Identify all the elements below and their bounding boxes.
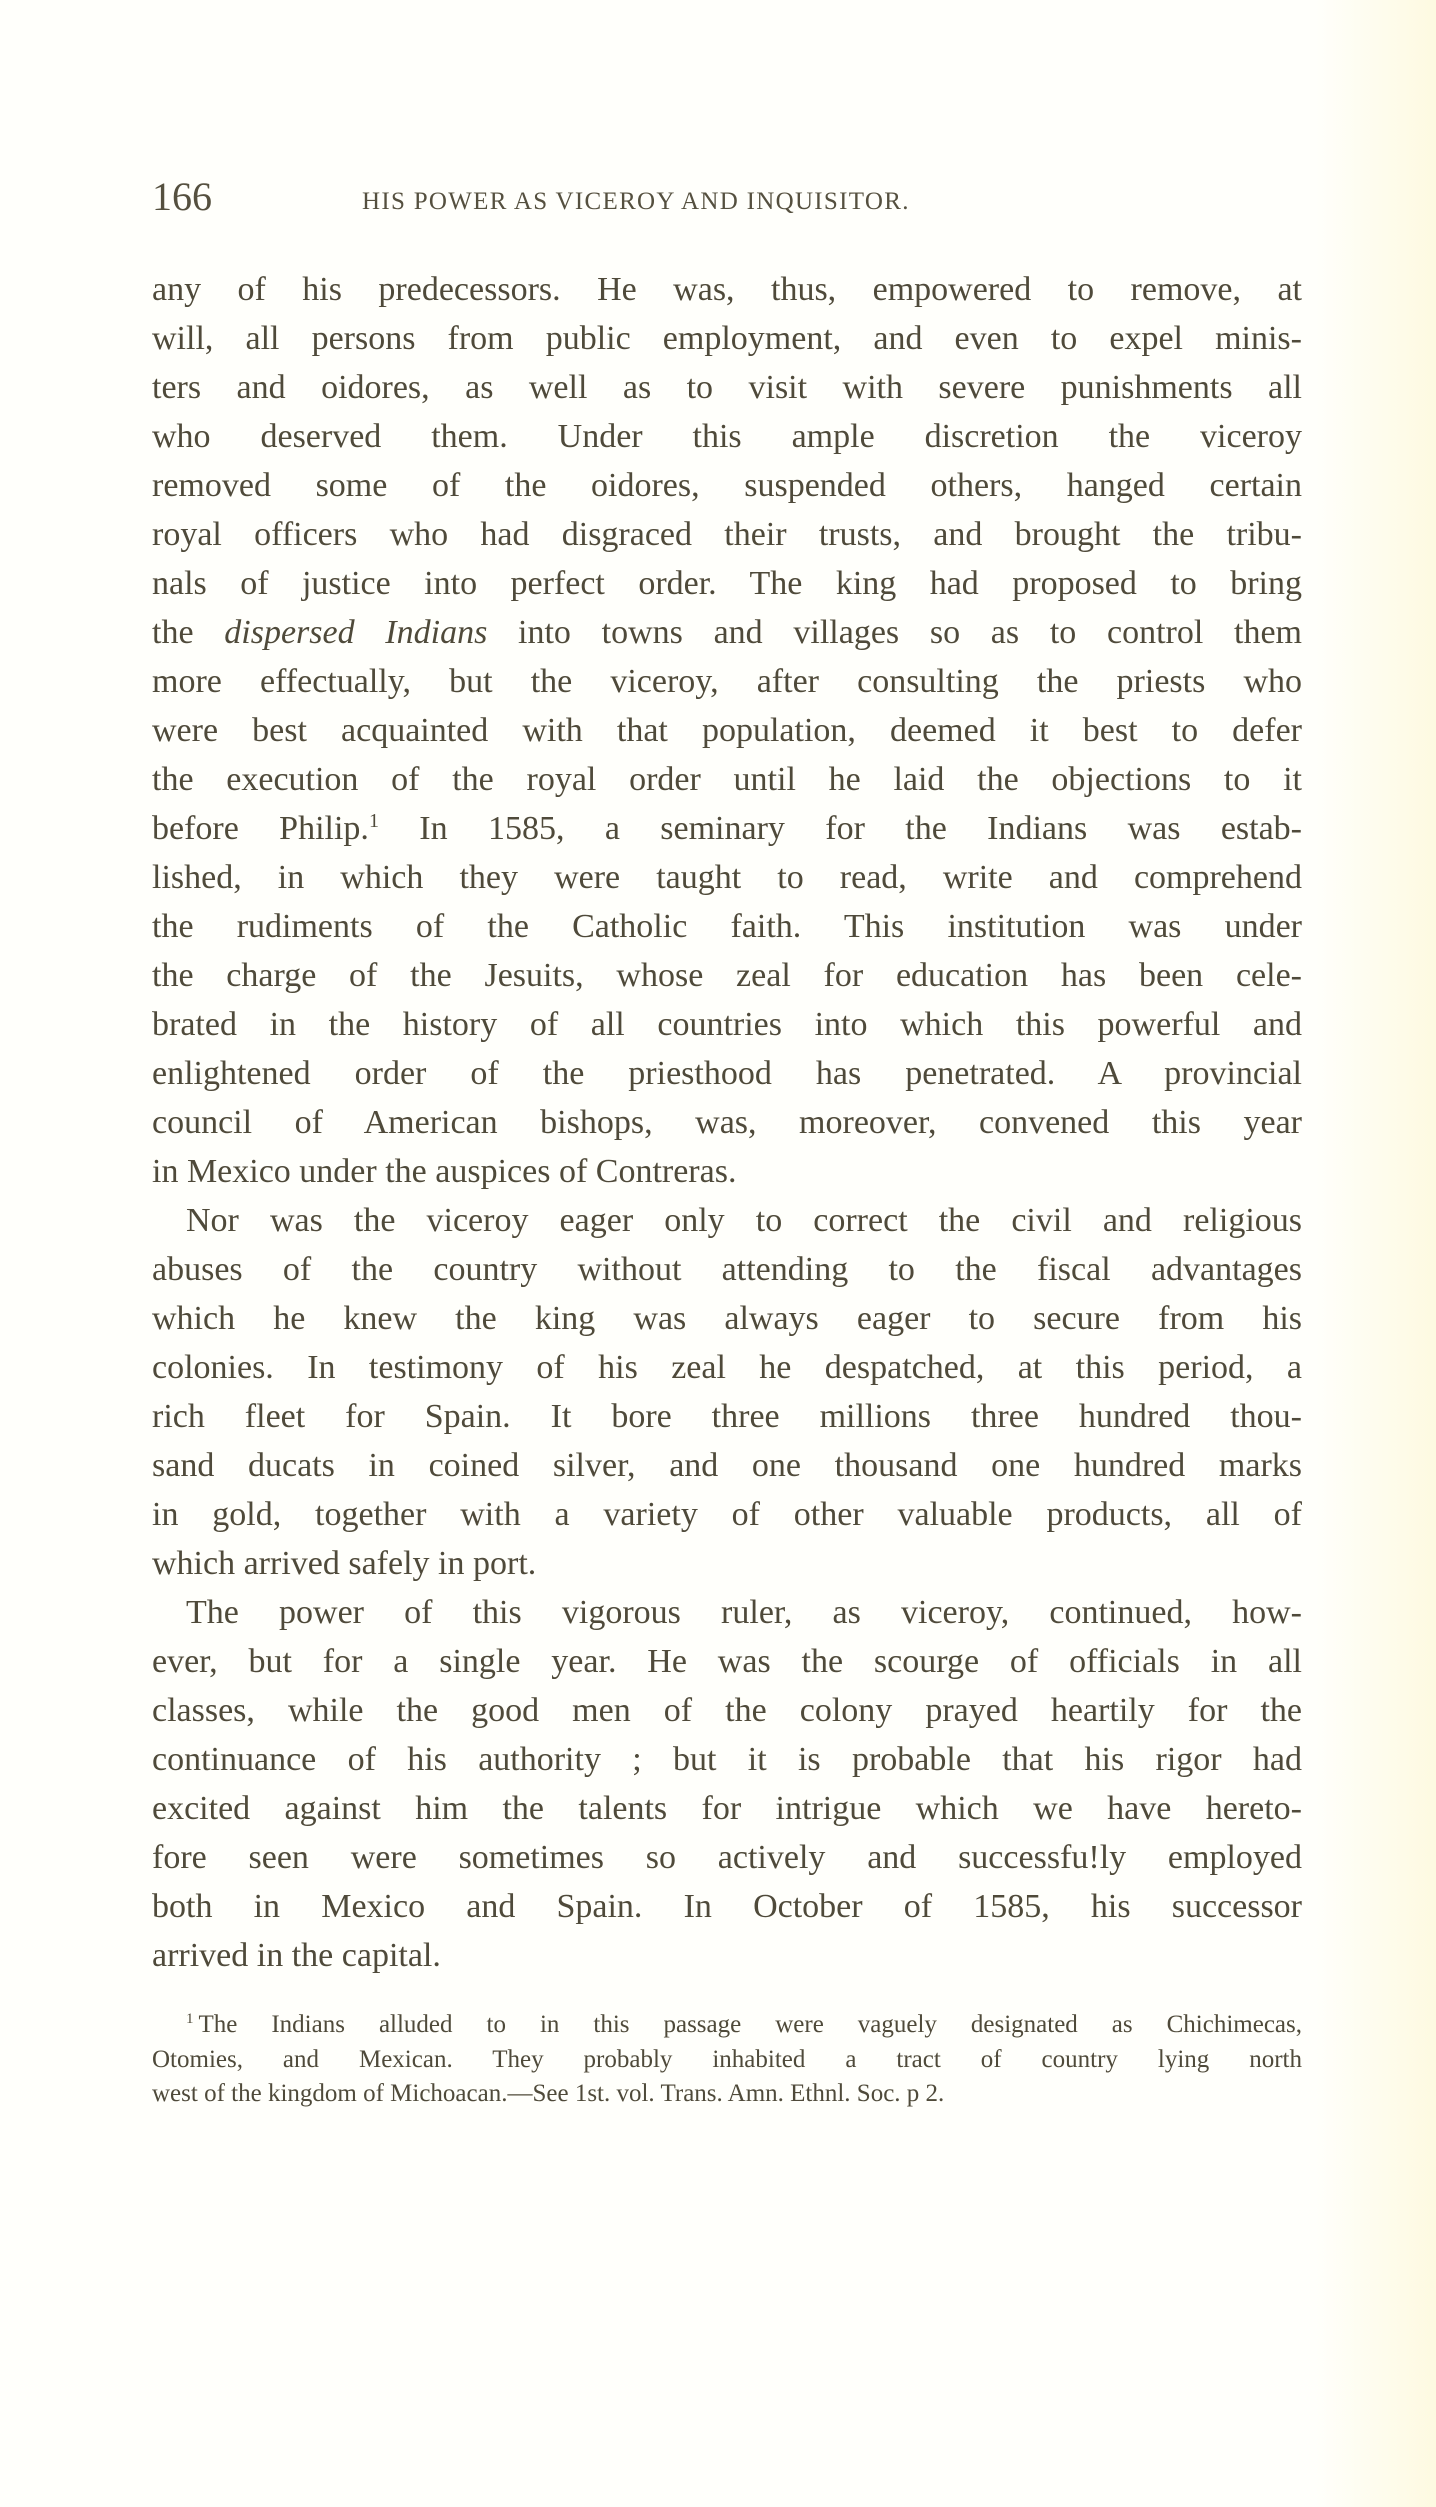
- text-line: lished, in which they were taught to read, write and comprehend: [152, 859, 1302, 896]
- text-line: who deserved them. Under this ample discretion the viceroy: [152, 418, 1302, 455]
- footnote-line: $^1$ The Indians alluded to in this passage were vaguely designated as Chichimecas,: [186, 2011, 1302, 2038]
- text-line: colonies. In testimony of his zeal he despatched, at this period, a: [152, 1349, 1302, 1386]
- footnote-block: [152, 2008, 1302, 2112]
- text-line: ever, but for a single year. He was the scourge of officials in all: [152, 1643, 1302, 1680]
- text-line: which arrived safely in port.: [152, 1545, 537, 1582]
- text-line: the dispersed Indians into towns and villages so as to control them: [152, 614, 1302, 651]
- text-line: in gold, together with a variety of other valuable products, all of: [152, 1496, 1302, 1533]
- text-line: excited against him the talents for intrigue which we have hereto-: [152, 1790, 1302, 1827]
- text-line: more effectually, but the viceroy, after consulting the priests who: [152, 663, 1302, 700]
- text-line: rich fleet for Spain. It bore three millions three hundred thou-: [152, 1398, 1302, 1435]
- text-line: any of his predecessors. He was, thus, empowered to remove, at: [152, 271, 1302, 308]
- text-line: abuses of the country without attending to the fiscal advantages: [152, 1251, 1302, 1288]
- text-line: classes, while the good men of the colony prayed heartily for the: [152, 1692, 1302, 1729]
- text-line: ters and oidores, as well as to visit with severe punishments all: [152, 369, 1302, 406]
- text-line: both in Mexico and Spain. In October of 1585, his successor: [152, 1888, 1302, 1925]
- footnote-reference[interactable]: 1: [368, 810, 379, 832]
- text-line: the rudiments of the Catholic faith. This institution was under: [152, 908, 1302, 945]
- page-number: 166: [152, 174, 212, 219]
- italic-phrase: dispersed Indians: [224, 614, 488, 651]
- text-line: brated in the history of all countries into which this powerful and: [152, 1006, 1302, 1043]
- text-line: fore seen were sometimes so actively and successfu!ly employed: [152, 1839, 1302, 1876]
- running-head-title: HIS POWER AS VICEROY AND INQUISITOR.: [362, 188, 910, 215]
- text-line: royal officers who had disgraced their trusts, and brought the tribu-: [152, 516, 1302, 553]
- text-line: the execution of the royal order until he laid the objections to it: [152, 761, 1302, 798]
- text-line: continuance of his authority ; but it is probable that his rigor had: [152, 1741, 1302, 1778]
- footnote-mark: 1: [186, 2011, 194, 2027]
- text-line: sand ducats in coined silver, and one thousand one hundred marks: [152, 1447, 1302, 1484]
- running-header: [152, 172, 1302, 222]
- page-edge-shading: [1316, 0, 1436, 2507]
- text-line: enlightened order of the priesthood has penetrated. A provincial: [152, 1055, 1302, 1092]
- text-line: the charge of the Jesuits, whose zeal for education has been cele-: [152, 957, 1302, 994]
- text-line: nals of justice into perfect order. The king had proposed to bring: [152, 565, 1302, 602]
- text-line: were best acquainted with that population, deemed it best to defer: [152, 712, 1302, 749]
- footnote-line: west of the kingdom of Michoacan.—See 1st. vol. Trans. Amn. Ethnl. Soc. p 2.: [152, 2080, 945, 2107]
- text-line: before Philip.$^1$ In 1585, a seminary for the Indians was estab-: [152, 810, 1303, 847]
- text-line: in Mexico under the auspices of Contreras.: [152, 1153, 737, 1190]
- footnote-line: Otomies, and Mexican. They probably inhabited a tract of country lying north: [152, 2045, 1302, 2073]
- text-line: council of American bishops, was, moreover, convened this year: [152, 1104, 1302, 1141]
- text-line: The power of this vigorous ruler, as viceroy, continued, how-: [186, 1594, 1302, 1631]
- text-line: arrived in the capital.: [152, 1937, 441, 1974]
- text-line: removed some of the oidores, suspended others, hanged certain: [152, 467, 1302, 504]
- text-line: will, all persons from public employment, and even to expel minis-: [152, 320, 1302, 357]
- body-text: [152, 265, 1302, 1980]
- text-line: Nor was the viceroy eager only to correct the civil and religious: [186, 1202, 1302, 1239]
- text-line: which he knew the king was always eager to secure from his: [152, 1300, 1302, 1337]
